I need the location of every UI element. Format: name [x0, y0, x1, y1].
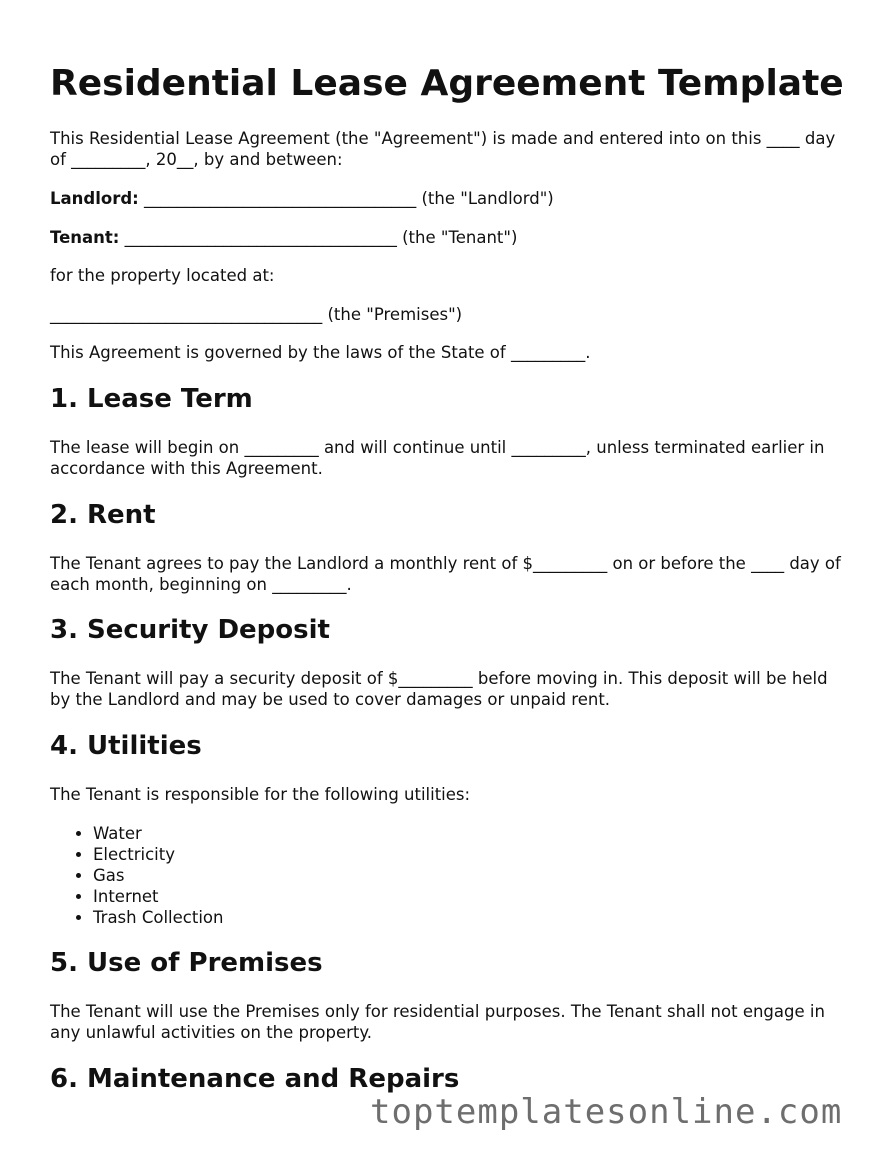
tenant-line	[50, 227, 845, 248]
section-body-rent: The Tenant agrees to pay the Landlord a monthly rent of $_________ on or before the ____ day of each month, beginning on _________.	[50, 554, 841, 594]
document-title: Residential Lease Agreement Template	[50, 63, 844, 104]
landlord-blank: _________________________________ (the "Landlord")	[138, 189, 554, 208]
section-heading-security-deposit: 3. Security Deposit	[50, 615, 330, 645]
watermark: toptemplatesonline.com	[370, 1092, 843, 1132]
premises-line: _________________________________ (the "Premises")	[50, 305, 463, 324]
utilities-list	[50, 823, 223, 928]
section-body-lease-term: The lease will begin on _________ and will continue until _________, unless terminated earlier in accordance with this Agreement.	[50, 438, 825, 478]
list-item: • Trash Collection	[93, 907, 223, 928]
property-intro: for the property located at:	[50, 266, 275, 285]
landlord-label: Landlord:	[50, 189, 139, 208]
section-heading-maintenance: 6. Maintenance and Repairs	[50, 1064, 460, 1094]
list-item: • Gas	[93, 865, 223, 886]
list-item: • Internet	[93, 886, 223, 907]
section-heading-rent: 2. Rent	[50, 500, 156, 530]
section-body-utilities: The Tenant is responsible for the following utilities:	[50, 785, 471, 804]
section-body-use-of-premises: The Tenant will use the Premises only for residential purposes. The Tenant shall not engage in any unlawful activities on the property.	[50, 1002, 825, 1042]
tenant-blank: _________________________________ (the "Tenant")	[119, 228, 518, 247]
governing-law: This Agreement is governed by the laws of the State of _________.	[50, 343, 591, 362]
section-body-security-deposit: The Tenant will pay a security deposit of $_________ before moving in. This deposit will be held by the Landlord and may be used to cover damages or unpaid rent.	[50, 669, 828, 709]
section-heading-lease-term: 1. Lease Term	[50, 384, 253, 414]
intro-paragraph: This Residential Lease Agreement (the "Agreement") is made and entered into on this ____ day of _________, 20__, by and between:	[50, 129, 836, 169]
section-heading-use-of-premises: 5. Use of Premises	[50, 948, 323, 978]
list-item: • Electricity	[93, 844, 223, 865]
list-item: • Water	[93, 823, 223, 844]
tenant-label: Tenant:	[50, 228, 120, 247]
landlord-line	[50, 188, 845, 209]
section-heading-utilities: 4. Utilities	[50, 731, 202, 761]
